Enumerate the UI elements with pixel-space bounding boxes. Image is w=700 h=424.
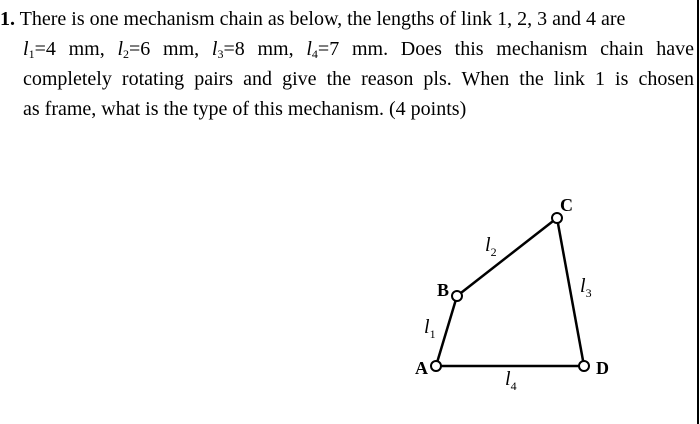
link-2-label-symbol: l — [485, 234, 491, 256]
question-line-4: as frame, what is the type of this mechanism. (4 points) — [23, 98, 467, 120]
link-3-label-symbol: l — [580, 275, 586, 297]
link-4-label — [505, 368, 517, 393]
joint-a-label: A — [415, 358, 428, 378]
joint-c-label: C — [560, 195, 573, 215]
link-1-label-symbol: l — [424, 316, 430, 338]
link-1-bar — [436, 296, 457, 366]
l2-value: =6 mm, — [129, 38, 212, 60]
l1-value: =4 mm, — [34, 38, 118, 60]
link-2-label — [485, 234, 497, 259]
l1-subscript: 1 — [28, 47, 35, 61]
l4-symbol: l — [306, 38, 312, 60]
joint-d-circle — [579, 361, 589, 371]
joint-d-label: D — [596, 358, 609, 378]
link-4-label-symbol: l — [505, 368, 511, 390]
link-2-label-subscript: 2 — [490, 245, 497, 259]
l4-value: =7 mm. Does this mechanism chain have — [317, 38, 694, 60]
link-3-label-subscript: 3 — [585, 286, 592, 300]
l3-value: =8 mm, — [223, 38, 307, 60]
link-1-label — [424, 316, 436, 341]
link-1-label-subscript: 1 — [429, 327, 436, 341]
link-4-label-subscript: 4 — [510, 379, 517, 393]
question-number: 1. — [0, 8, 15, 30]
l2-symbol: l — [117, 38, 124, 60]
link-3-label — [580, 275, 592, 300]
joint-b-label: B — [437, 280, 450, 300]
question-line-3: completely rotating pairs and give the reason pls. When the link 1 is chosen — [23, 68, 694, 90]
joint-a-circle — [431, 361, 441, 371]
l1-symbol: l — [23, 38, 29, 60]
link-2-bar — [457, 218, 557, 296]
l3-subscript: 3 — [217, 47, 224, 61]
l2-subscript: 2 — [123, 47, 130, 61]
l4-subscript: 4 — [311, 47, 318, 61]
l3-symbol: l — [211, 38, 218, 60]
question-line-1-text: There is one mechanism chain as below, the lengths of link 1, 2, 3 and 4 are — [15, 8, 626, 30]
joint-b-circle — [452, 291, 462, 301]
